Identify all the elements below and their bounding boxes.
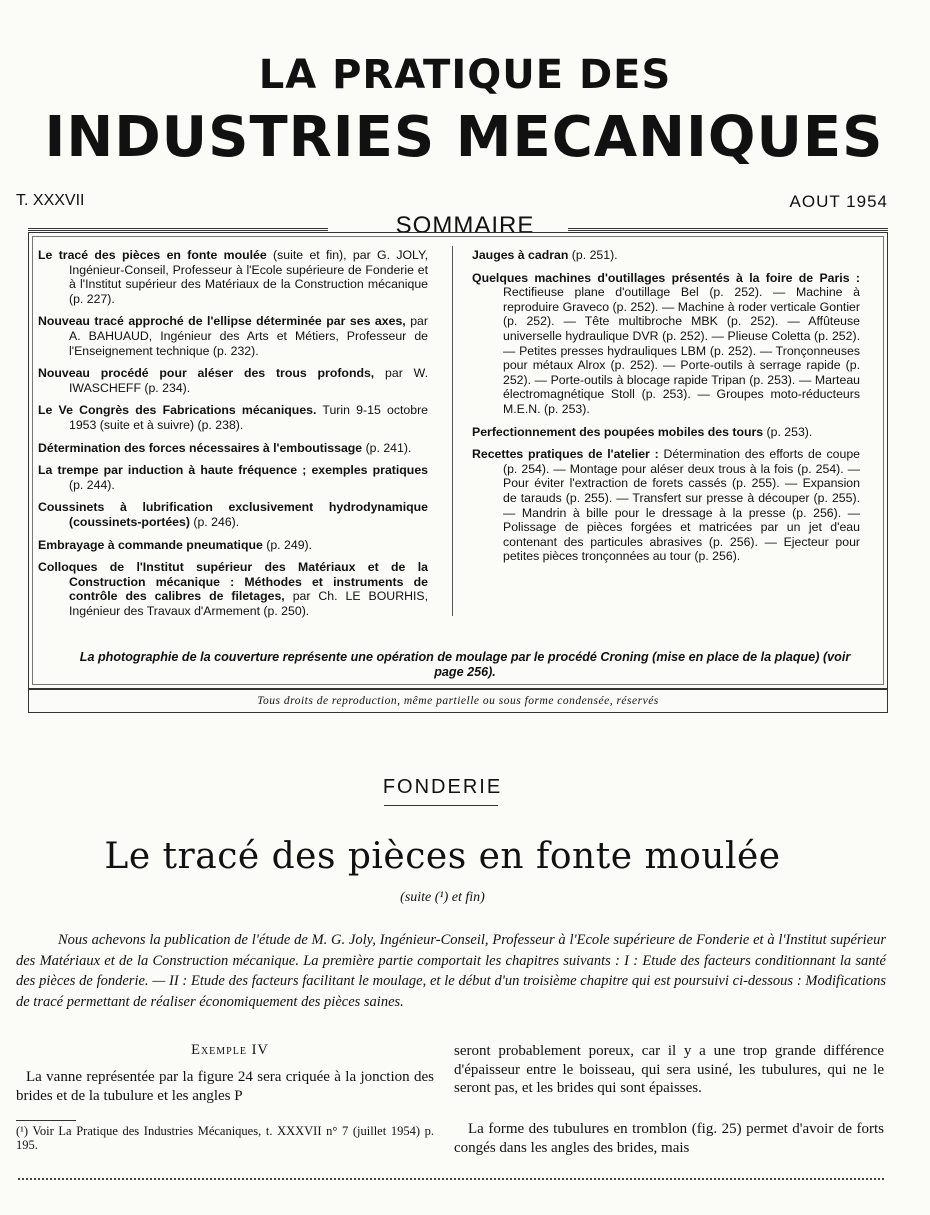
section-underline bbox=[384, 805, 498, 806]
sommaire-left-column bbox=[38, 248, 428, 626]
sommaire-entry-right bbox=[472, 425, 860, 440]
sommaire-entry-left bbox=[38, 403, 428, 432]
sommaire-entry-head: Embrayage à commande pneumatique bbox=[38, 537, 263, 552]
sommaire-entry-detail: (p. 241). bbox=[362, 440, 412, 455]
left-paragraph: La vanne représentée par la figure 24 sera criquée à la jonction des brides et de la tubulure et les angles P bbox=[16, 1069, 434, 1104]
sommaire-entry-detail: Détermination des efforts de coupe (p. 254). — Montage pour aléser deux trous à la fois (p. 254). — Pour éviter l'extraction de forets cassés (p. 255). — Expansion de tarauds (p. 255). — Transfert sur presse à découper (p. 255). — Mandrin à bille pour le dressage à la presse (p. 256). — Polissage de pièces forgées et matricées par un jet d'eau contenant des particules abrasives (p. 256). — Ejecteur pour petites pièces tronçonnées au tour (p. 256). bbox=[503, 447, 861, 564]
footnote-rule bbox=[16, 1120, 76, 1121]
sommaire-entry-detail: Turin 9-15 octobre 1953 (suite et à suivre) (p. 238). bbox=[69, 403, 428, 432]
sommaire-entry-detail: (p. 249). bbox=[262, 537, 313, 552]
sommaire-entry-head: Coussinets à lubrification exclusivement hydrodynamique (coussinets-portées) bbox=[38, 500, 428, 529]
sommaire-entry-head: Le Ve Congrès des Fabrications mécaniques. bbox=[38, 403, 317, 418]
section-heading: FONDERIE bbox=[382, 776, 503, 798]
sommaire-entry-head: Perfectionnement des poupées mobiles des tours bbox=[472, 424, 764, 439]
sommaire-entry-detail: par W. IWASCHEFF (p. 234). bbox=[69, 366, 428, 395]
sommaire-entry-left bbox=[38, 248, 428, 306]
sommaire-entry-head: Le tracé des pièces en fonte moulée bbox=[38, 248, 267, 262]
sommaire-entry-left bbox=[38, 560, 428, 618]
sommaire-entry-head: Jauges à cadran bbox=[472, 248, 569, 262]
sommaire-entry-detail: (p. 246). bbox=[189, 514, 240, 529]
bottom-dotted-rule bbox=[18, 1178, 884, 1180]
cover-note: La photographie de la couverture représente une opération de moulage par le procédé Croning (mise en place de la plaque) (voir page 256). bbox=[79, 650, 851, 679]
sommaire-entry-detail: (p. 253). bbox=[763, 424, 813, 439]
issue-date: AOUT 1954 bbox=[789, 192, 888, 211]
sommaire-entry-detail: par Ch. LE BOURHIS, Ingénieur des Travaux d'Armement (p. 250). bbox=[69, 589, 428, 618]
sommaire-entry-detail: (suite et fin), par G. JOLY, Ingénieur-Conseil, Professeur à l'Ecole supérieure de Fonderie et à l'Institut supérieur des Matériaux de la Construction mécanique (p. 227). bbox=[69, 248, 428, 306]
sommaire-entry-left bbox=[38, 441, 428, 456]
masthead-line1: LA PRATIQUE DES bbox=[258, 52, 672, 98]
article-intro: Nous achevons la publication de l'étude de M. G. Joly, Ingénieur-Conseil, Professeur à l'Ecole supérieure de Fonderie et à l'Institut supérieur des Matériaux et de la Construction mécanique. La première partie comportait les chapitres suivants : I : Etude des facteurs conditionnant la santé des pièces de fonderie. — II : Etude des facteurs facilitant le moulage, et le début d'un troisième chapitre qui est poursuivi ci-dessous : Modifications de tracé permettant de réaliser économiquement des pièces saines. bbox=[16, 932, 886, 1010]
example-heading: Exemple IV bbox=[191, 1042, 269, 1058]
sommaire-entry-head: Quelques machines d'outillages présentés à la foire de Paris : bbox=[472, 270, 860, 285]
sommaire-entry-detail: (p. 251). bbox=[568, 248, 618, 262]
sommaire-entry-head: Nouveau procédé pour aléser des trous profonds, bbox=[38, 366, 375, 381]
article-subtitle: (suite (¹) et fin) bbox=[400, 890, 485, 905]
sommaire-entry-head: Colloques de l'Institut supérieur des Matériaux et de la Construction mécanique : Méthodes et instruments de contrôle des calibres de filetages, bbox=[38, 560, 428, 604]
right-paragraph-2: La forme des tubulures en tromblon (fig. 25) permet d'avoir de forts congés dans les angles des brides, mais bbox=[454, 1121, 884, 1156]
masthead-line2: INDUSTRIES MECANIQUES bbox=[44, 105, 884, 170]
sommaire-entry-right bbox=[472, 271, 860, 417]
sommaire-entry-detail: (p. 244). bbox=[69, 477, 115, 492]
sommaire-entry-left bbox=[38, 314, 428, 358]
column-divider bbox=[452, 246, 453, 616]
sommaire-entry-head: La trempe par induction à haute fréquence ; exemples pratiques bbox=[38, 463, 428, 478]
sommaire-entry-right bbox=[472, 248, 860, 263]
rights-notice: Tous droits de reproduction, même partielle ou sous forme condensée, réservés bbox=[257, 695, 659, 707]
sommaire-entry-head: Recettes pratiques de l'atelier : bbox=[472, 447, 659, 462]
sommaire-entry-left bbox=[38, 366, 428, 395]
sommaire-entry-left bbox=[38, 463, 428, 492]
tome-number: T. XXXVII bbox=[16, 192, 85, 209]
sommaire-entry-left bbox=[38, 500, 428, 529]
sommaire-entry-detail: Rectifieuse plane d'outillage Bel (p. 252). — Machine à reproduire Graveco (p. 252). — Machine à roder verticale Gontier (p. 252). — Tête multibroche MBK (p. 252). — Affûteuse universelle hydraulique DVR (p. 252). — Plieuse Coletta (p. 252). — Petites presses hydrauliques LBM (p. 252). — Tronçonneuses pour métaux Alrox (p. 252). — Porte-outils à serrage rapide (p. 252). — Porte-outils à blocage rapide Tripan (p. 253). — Marteau électromagnétique Stoll (p. 253). — Groupes moto-réducteurs M.E.N. (p. 253). bbox=[503, 285, 860, 416]
sommaire-right-column bbox=[472, 248, 860, 572]
footnote: (¹) Voir La Pratique des Industries Mécaniques, t. XXXVII n° 7 (juillet 1954) p. 195. bbox=[16, 1124, 434, 1152]
right-paragraph-1: seront probablement poreux, car il y a une trop grande différence d'épaisseur entre le boisseau, qui sera usiné, les tubulures, qui ne le seront pas, et les brides qui sont épaisses. bbox=[454, 1043, 884, 1096]
sommaire-entry-head: Détermination des forces nécessaires à l'emboutissage bbox=[38, 440, 363, 455]
sommaire-entry-head: Nouveau tracé approché de l'ellipse déterminée par ses axes, bbox=[38, 314, 406, 329]
sommaire-entry-left bbox=[38, 538, 428, 553]
sommaire-entry-right bbox=[472, 447, 860, 564]
article-title: Le tracé des pièces en fonte moulée bbox=[104, 836, 781, 877]
sommaire-title: SOMMAIRE bbox=[395, 212, 535, 239]
sommaire-entry-detail: par A. BAHUAUD, Ingénieur des Arts et Métiers, Professeur de l'Enseignement technique (p. 232). bbox=[69, 314, 428, 358]
